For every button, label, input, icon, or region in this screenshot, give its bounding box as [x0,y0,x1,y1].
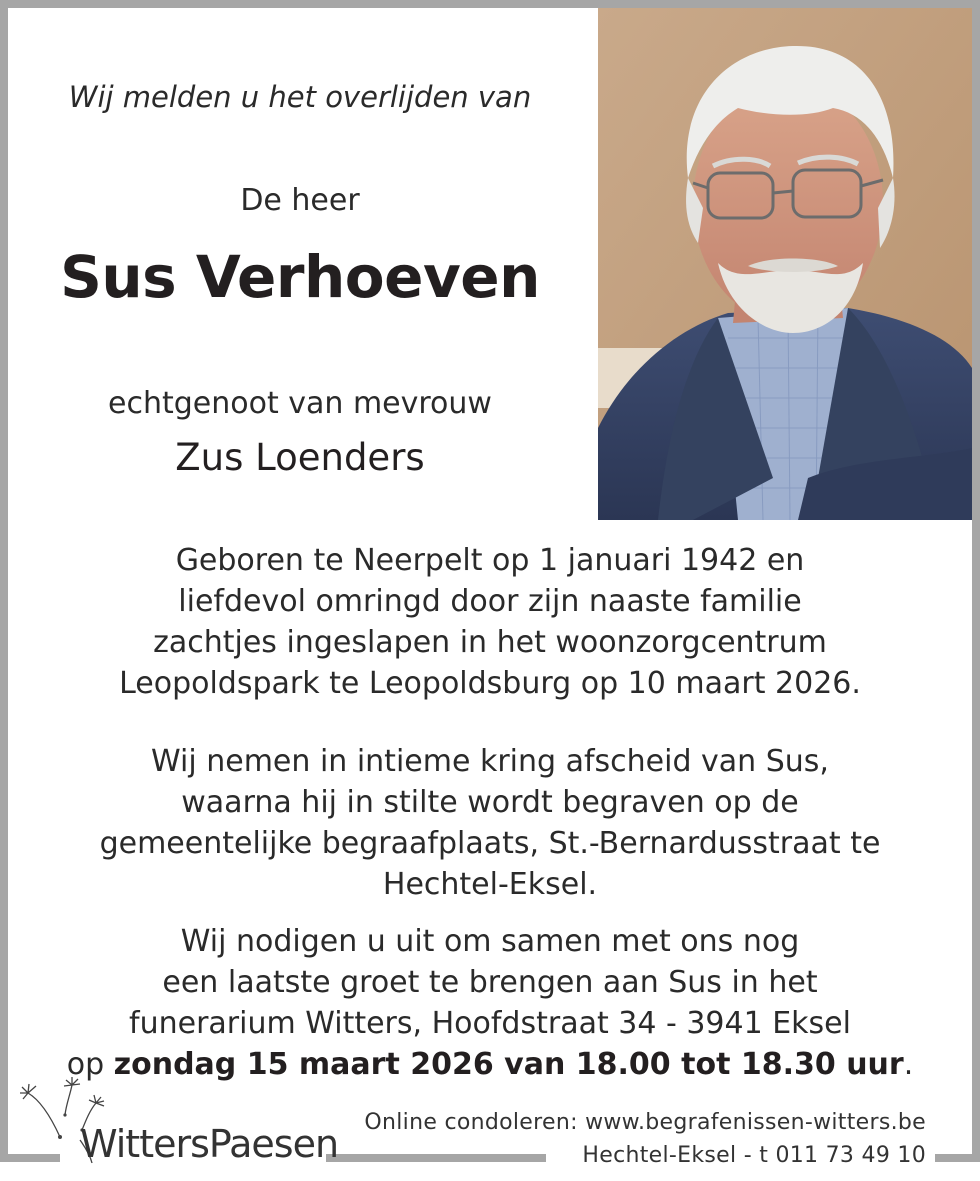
frame-bottom-middle-border [326,1154,546,1162]
paragraph-line: een laatste groet te brengen aan Sus in het [162,965,818,1000]
paragraph-line: gemeentelijke begraafplaats, St.-Bernardusstraat te [99,826,881,861]
birth-death-paragraph [0,540,980,704]
paragraph-line: Wij nemen in intieme kring afscheid van Sus, [151,744,829,779]
paragraph-line: waarna hij in stilte wordt begraven op de [181,785,799,820]
spouse-name: Zus Loenders [175,436,425,479]
deceased-name: Sus Verhoeven [60,243,540,311]
portrait-photo [598,8,972,520]
paragraph-line: liefdevol omringd door zijn naaste familie [178,584,802,619]
paragraph-line: Hechtel-Eksel. [382,867,598,902]
paragraph-line: zachtjes ingeslapen in het woonzorgcentrum [153,625,827,660]
paragraph-line: Wij nodigen u uit om samen met ons nog [180,924,800,959]
frame-bottom-right-border [935,1154,980,1162]
paragraph-line: Geboren te Neerpelt op 1 januari 1942 en [175,543,805,578]
contact-info: Hechtel-Eksel - t 011 73 49 10 [582,1143,926,1168]
announcement-intro: Wij melden u het overlijden van [68,80,532,114]
honorific-title: De heer [240,183,360,218]
visitation-suffix: . [903,1047,914,1082]
witters-paesen-logo: WittersPaesen [80,1122,339,1166]
visitation-prefix: op [66,1047,114,1082]
farewell-paragraph [0,741,980,905]
paragraph-line: funerarium Witters, Hoofdstraat 34 - 3941 Eksel [129,1006,851,1041]
frame-top-border [0,0,980,8]
online-condolence-info: Online condoleren: www.begrafenissen-witters.be [364,1110,926,1135]
visitation-datetime: zondag 15 maart 2026 van 18.00 tot 18.30 uur [113,1047,904,1082]
spouse-intro: echtgenoot van mevrouw [108,386,492,421]
paragraph-line: Leopoldspark te Leopoldsburg op 10 maart 2026. [119,666,861,701]
invitation-paragraph [0,921,980,1085]
